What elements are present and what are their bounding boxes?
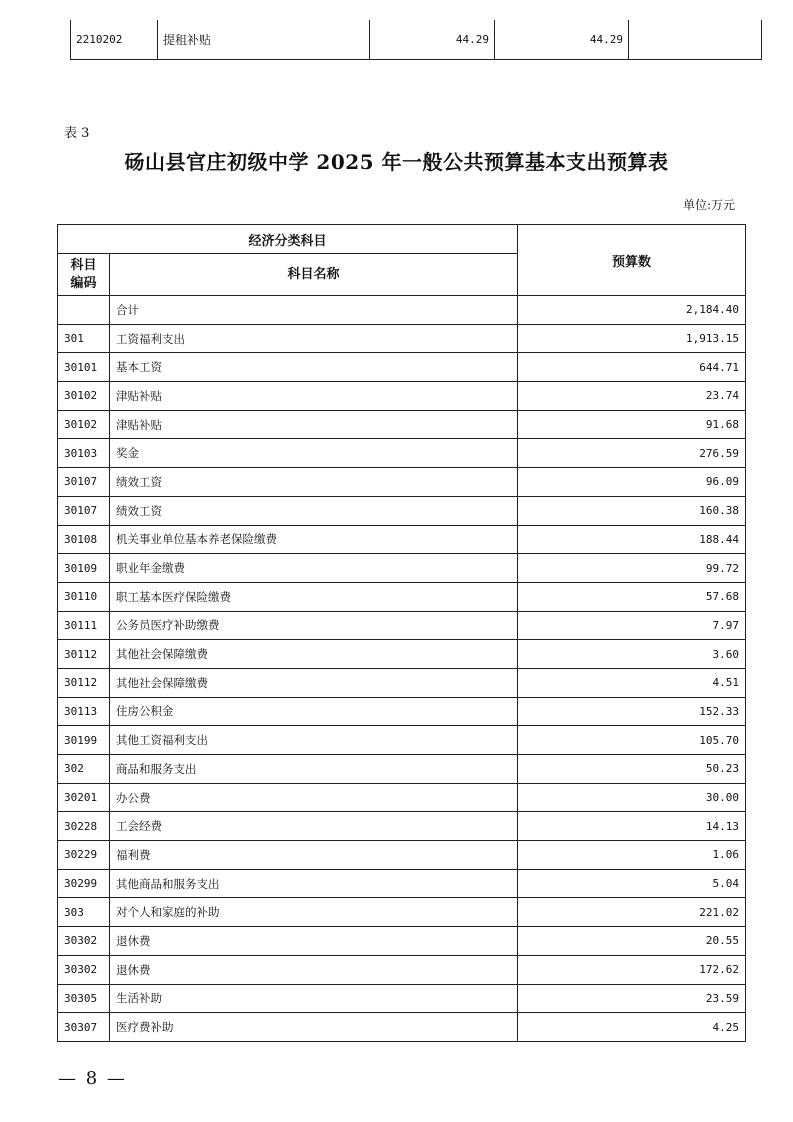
cell-name: 合计 xyxy=(110,296,518,325)
header-code-line2: 编码 xyxy=(70,275,97,291)
header-code xyxy=(58,254,110,296)
unit-label: 单位:万元 xyxy=(682,198,735,212)
table-row xyxy=(58,296,746,325)
header-amount: 预算数 xyxy=(518,225,746,296)
cell-name: 津贴补贴 xyxy=(110,382,518,411)
cell-name: 工会经费 xyxy=(110,812,518,841)
cell-amount: 276.59 xyxy=(518,439,746,468)
cell-amount: 91.68 xyxy=(518,410,746,439)
cell-value: 44.29 xyxy=(370,20,495,59)
cell-code: 30111 xyxy=(58,611,110,640)
cell-name: 退休费 xyxy=(110,927,518,956)
table-row xyxy=(58,468,746,497)
cell-code xyxy=(58,296,110,325)
table-body xyxy=(58,296,746,1042)
table-row xyxy=(71,20,762,59)
cell-amount: 1,913.15 xyxy=(518,324,746,353)
header-code-line1: 科目 xyxy=(70,257,97,273)
cell-name: 奖金 xyxy=(110,439,518,468)
budget-table xyxy=(57,224,746,1042)
cell-amount: 4.25 xyxy=(518,1013,746,1042)
cell-name: 福利费 xyxy=(110,841,518,870)
cell-amount: 57.68 xyxy=(518,582,746,611)
cell-name: 商品和服务支出 xyxy=(110,755,518,784)
cell-name: 提租补贴 xyxy=(158,20,370,59)
table-row xyxy=(58,640,746,669)
cell-name: 其他社会保障缴费 xyxy=(110,640,518,669)
cell-code: 30103 xyxy=(58,439,110,468)
cell-code: 30109 xyxy=(58,554,110,583)
cell-code: 30228 xyxy=(58,812,110,841)
cell-name: 绩效工资 xyxy=(110,496,518,525)
cell-name: 绩效工资 xyxy=(110,468,518,497)
cell-code: 30229 xyxy=(58,841,110,870)
cell-code: 30102 xyxy=(58,410,110,439)
table-row xyxy=(58,382,746,411)
cell-name: 其他商品和服务支出 xyxy=(110,869,518,898)
cell-code: 30108 xyxy=(58,525,110,554)
table-row xyxy=(58,984,746,1013)
cell-amount: 105.70 xyxy=(518,726,746,755)
cell-code: 303 xyxy=(58,898,110,927)
cell-amount: 3.60 xyxy=(518,640,746,669)
cell-name: 其他社会保障缴费 xyxy=(110,668,518,697)
cell-code: 30302 xyxy=(58,927,110,956)
table-row xyxy=(58,439,746,468)
cell-code: 30101 xyxy=(58,353,110,382)
table-row xyxy=(58,726,746,755)
cell-amount: 1.06 xyxy=(518,841,746,870)
cell-name: 其他工资福利支出 xyxy=(110,726,518,755)
previous-table-continuation xyxy=(70,20,762,60)
cell-amount: 7.97 xyxy=(518,611,746,640)
page-title: 砀山县官庄初级中学 2025 年一般公共预算基本支出预算表 xyxy=(124,150,669,174)
cell-name: 住房公积金 xyxy=(110,697,518,726)
cell-code: 30110 xyxy=(58,582,110,611)
cell-code: 30307 xyxy=(58,1013,110,1042)
table-row xyxy=(58,410,746,439)
table-row xyxy=(58,841,746,870)
cell-code: 30302 xyxy=(58,955,110,984)
table-row xyxy=(58,1013,746,1042)
cell-name: 生活补助 xyxy=(110,984,518,1013)
cell-code: 30112 xyxy=(58,640,110,669)
table-number: 表 3 xyxy=(64,126,90,141)
cell-amount: 4.51 xyxy=(518,668,746,697)
cell-code: 302 xyxy=(58,755,110,784)
cell-code: 30107 xyxy=(58,468,110,497)
cell-amount: 2,184.40 xyxy=(518,296,746,325)
cell-code: 301 xyxy=(58,324,110,353)
cell-amount: 644.71 xyxy=(518,353,746,382)
table-row xyxy=(58,812,746,841)
cell-name: 退休费 xyxy=(110,955,518,984)
header-row xyxy=(58,225,746,254)
cell-code: 30107 xyxy=(58,496,110,525)
cell-name: 对个人和家庭的补助 xyxy=(110,898,518,927)
table-row xyxy=(58,668,746,697)
table-row xyxy=(58,927,746,956)
page-number: — 8 — xyxy=(58,1068,127,1089)
cell-amount: 23.74 xyxy=(518,382,746,411)
cell-amount: 152.33 xyxy=(518,697,746,726)
cell-name: 医疗费补助 xyxy=(110,1013,518,1042)
cell-name: 津贴补贴 xyxy=(110,410,518,439)
cell-amount: 23.59 xyxy=(518,984,746,1013)
header-name: 科目名称 xyxy=(110,254,518,296)
table-row xyxy=(58,525,746,554)
table-row xyxy=(58,554,746,583)
cell-name: 职业年金缴费 xyxy=(110,554,518,583)
cell-name: 公务员医疗补助缴费 xyxy=(110,611,518,640)
cell-amount: 188.44 xyxy=(518,525,746,554)
cell-amount: 5.04 xyxy=(518,869,746,898)
table-row xyxy=(58,324,746,353)
cell-code: 30199 xyxy=(58,726,110,755)
table-row xyxy=(58,353,746,382)
table-row xyxy=(58,955,746,984)
cell-code: 30201 xyxy=(58,783,110,812)
table-row xyxy=(58,898,746,927)
cell-amount: 99.72 xyxy=(518,554,746,583)
cell-amount: 172.62 xyxy=(518,955,746,984)
cell-amount: 96.09 xyxy=(518,468,746,497)
cell-code: 2210202 xyxy=(71,20,158,59)
header-economic-category: 经济分类科目 xyxy=(58,225,518,254)
table-row xyxy=(58,697,746,726)
cell-amount: 50.23 xyxy=(518,755,746,784)
table-row xyxy=(58,496,746,525)
cell-amount: 14.13 xyxy=(518,812,746,841)
cell-amount: 30.00 xyxy=(518,783,746,812)
table-row xyxy=(58,783,746,812)
cell-code: 30112 xyxy=(58,668,110,697)
cell-name: 职工基本医疗保险缴费 xyxy=(110,582,518,611)
cell-value xyxy=(629,20,762,59)
cell-amount: 20.55 xyxy=(518,927,746,956)
cell-code: 30113 xyxy=(58,697,110,726)
cell-code: 30305 xyxy=(58,984,110,1013)
cell-name: 办公费 xyxy=(110,783,518,812)
cell-code: 30299 xyxy=(58,869,110,898)
cell-amount: 221.02 xyxy=(518,898,746,927)
cell-amount: 160.38 xyxy=(518,496,746,525)
table-row xyxy=(58,755,746,784)
table-row xyxy=(58,582,746,611)
cell-name: 机关事业单位基本养老保险缴费 xyxy=(110,525,518,554)
cell-code: 30102 xyxy=(58,382,110,411)
table-row xyxy=(58,611,746,640)
table-row xyxy=(58,869,746,898)
cell-value: 44.29 xyxy=(495,20,629,59)
cell-name: 基本工资 xyxy=(110,353,518,382)
cell-name: 工资福利支出 xyxy=(110,324,518,353)
